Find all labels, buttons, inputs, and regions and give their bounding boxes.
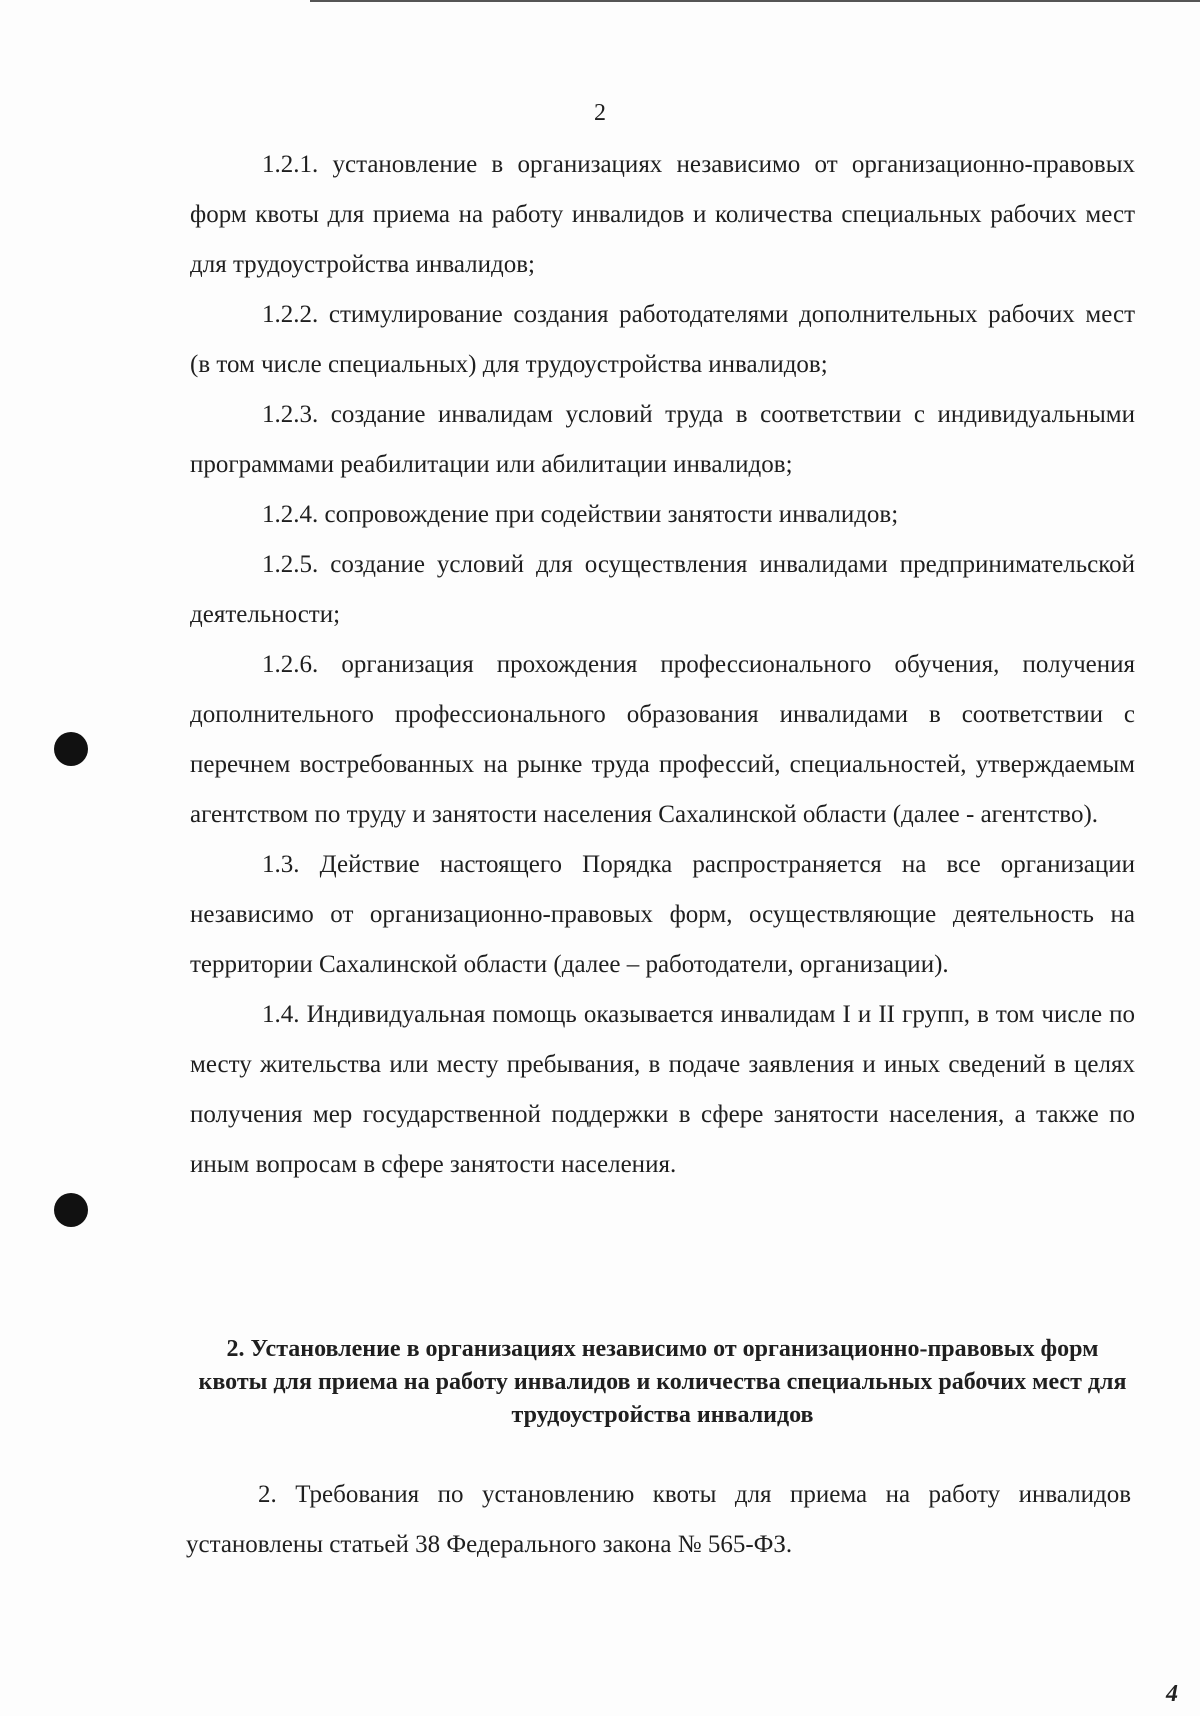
paragraph-1-4: 1.4. Индивидуальная помощь оказывается инвалидам I и II групп, в том числе по месту жительства или месту пребывания, в подаче заявления и иных сведений в целях получения мер государственной поддержки в сфере занятости населения, а также по иным вопросам в сфере занятости населения.	[190, 1001, 1135, 1178]
handwritten-corner-mark: 4	[1166, 1681, 1178, 1707]
punch-hole-mark	[54, 1193, 88, 1227]
paragraph-1-2-3: 1.2.3. создание инвалидам условий труда в соответствии с индивидуальными программами реабилитации или абилитации инвалидов;	[190, 401, 1135, 478]
section-1-body	[190, 140, 1135, 1190]
section-2-heading: 2. Установление в организациях независимо от организационно-правовых форм квоты для приема на работу инвалидов и количества специальных рабочих мест для трудоустройства инвалидов	[198, 1336, 1127, 1428]
paragraph-1-2-1: 1.2.1. установление в организациях независимо от организационно-правовых форм квоты для приема на работу инвалидов и количества специальных рабочих мест для трудоустройства инвалидов;	[190, 151, 1135, 278]
punch-hole-mark	[54, 732, 88, 766]
page-number: 2	[594, 100, 606, 126]
paragraph-1-2-2: 1.2.2. стимулирование создания работодателями дополнительных рабочих мест (в том числе специальных) для трудоустройства инвалидов;	[190, 301, 1135, 378]
paragraph-2: 2. Требования по установлению квоты для приема на работу инвалидов установлены статьей 38 Федерального закона № 565-ФЗ.	[186, 1481, 1131, 1558]
paragraph-1-2-5: 1.2.5. создание условий для осуществления инвалидами предпринимательской деятельности;	[190, 551, 1135, 628]
paragraph-1-2-6: 1.2.6. организация прохождения профессионального обучения, получения дополнительного профессионального образования инвалидами в соответствии с перечнем востребованных на рынке труда профессий, специальностей, утверждаемым агентством по труду и занятости населения Сахалинской области (далее - агентство).	[190, 651, 1135, 828]
paragraph-1-2-4: 1.2.4. сопровождение при содействии занятости инвалидов;	[262, 501, 899, 528]
top-edge-rule	[310, 0, 1200, 2]
paragraph-1-3: 1.3. Действие настоящего Порядка распространяется на все организации независимо от организационно-правовых форм, осуществляющие деятельность на территории Сахалинской области (далее – работодатели, организации).	[190, 851, 1135, 978]
section-2-body	[186, 1470, 1131, 1570]
